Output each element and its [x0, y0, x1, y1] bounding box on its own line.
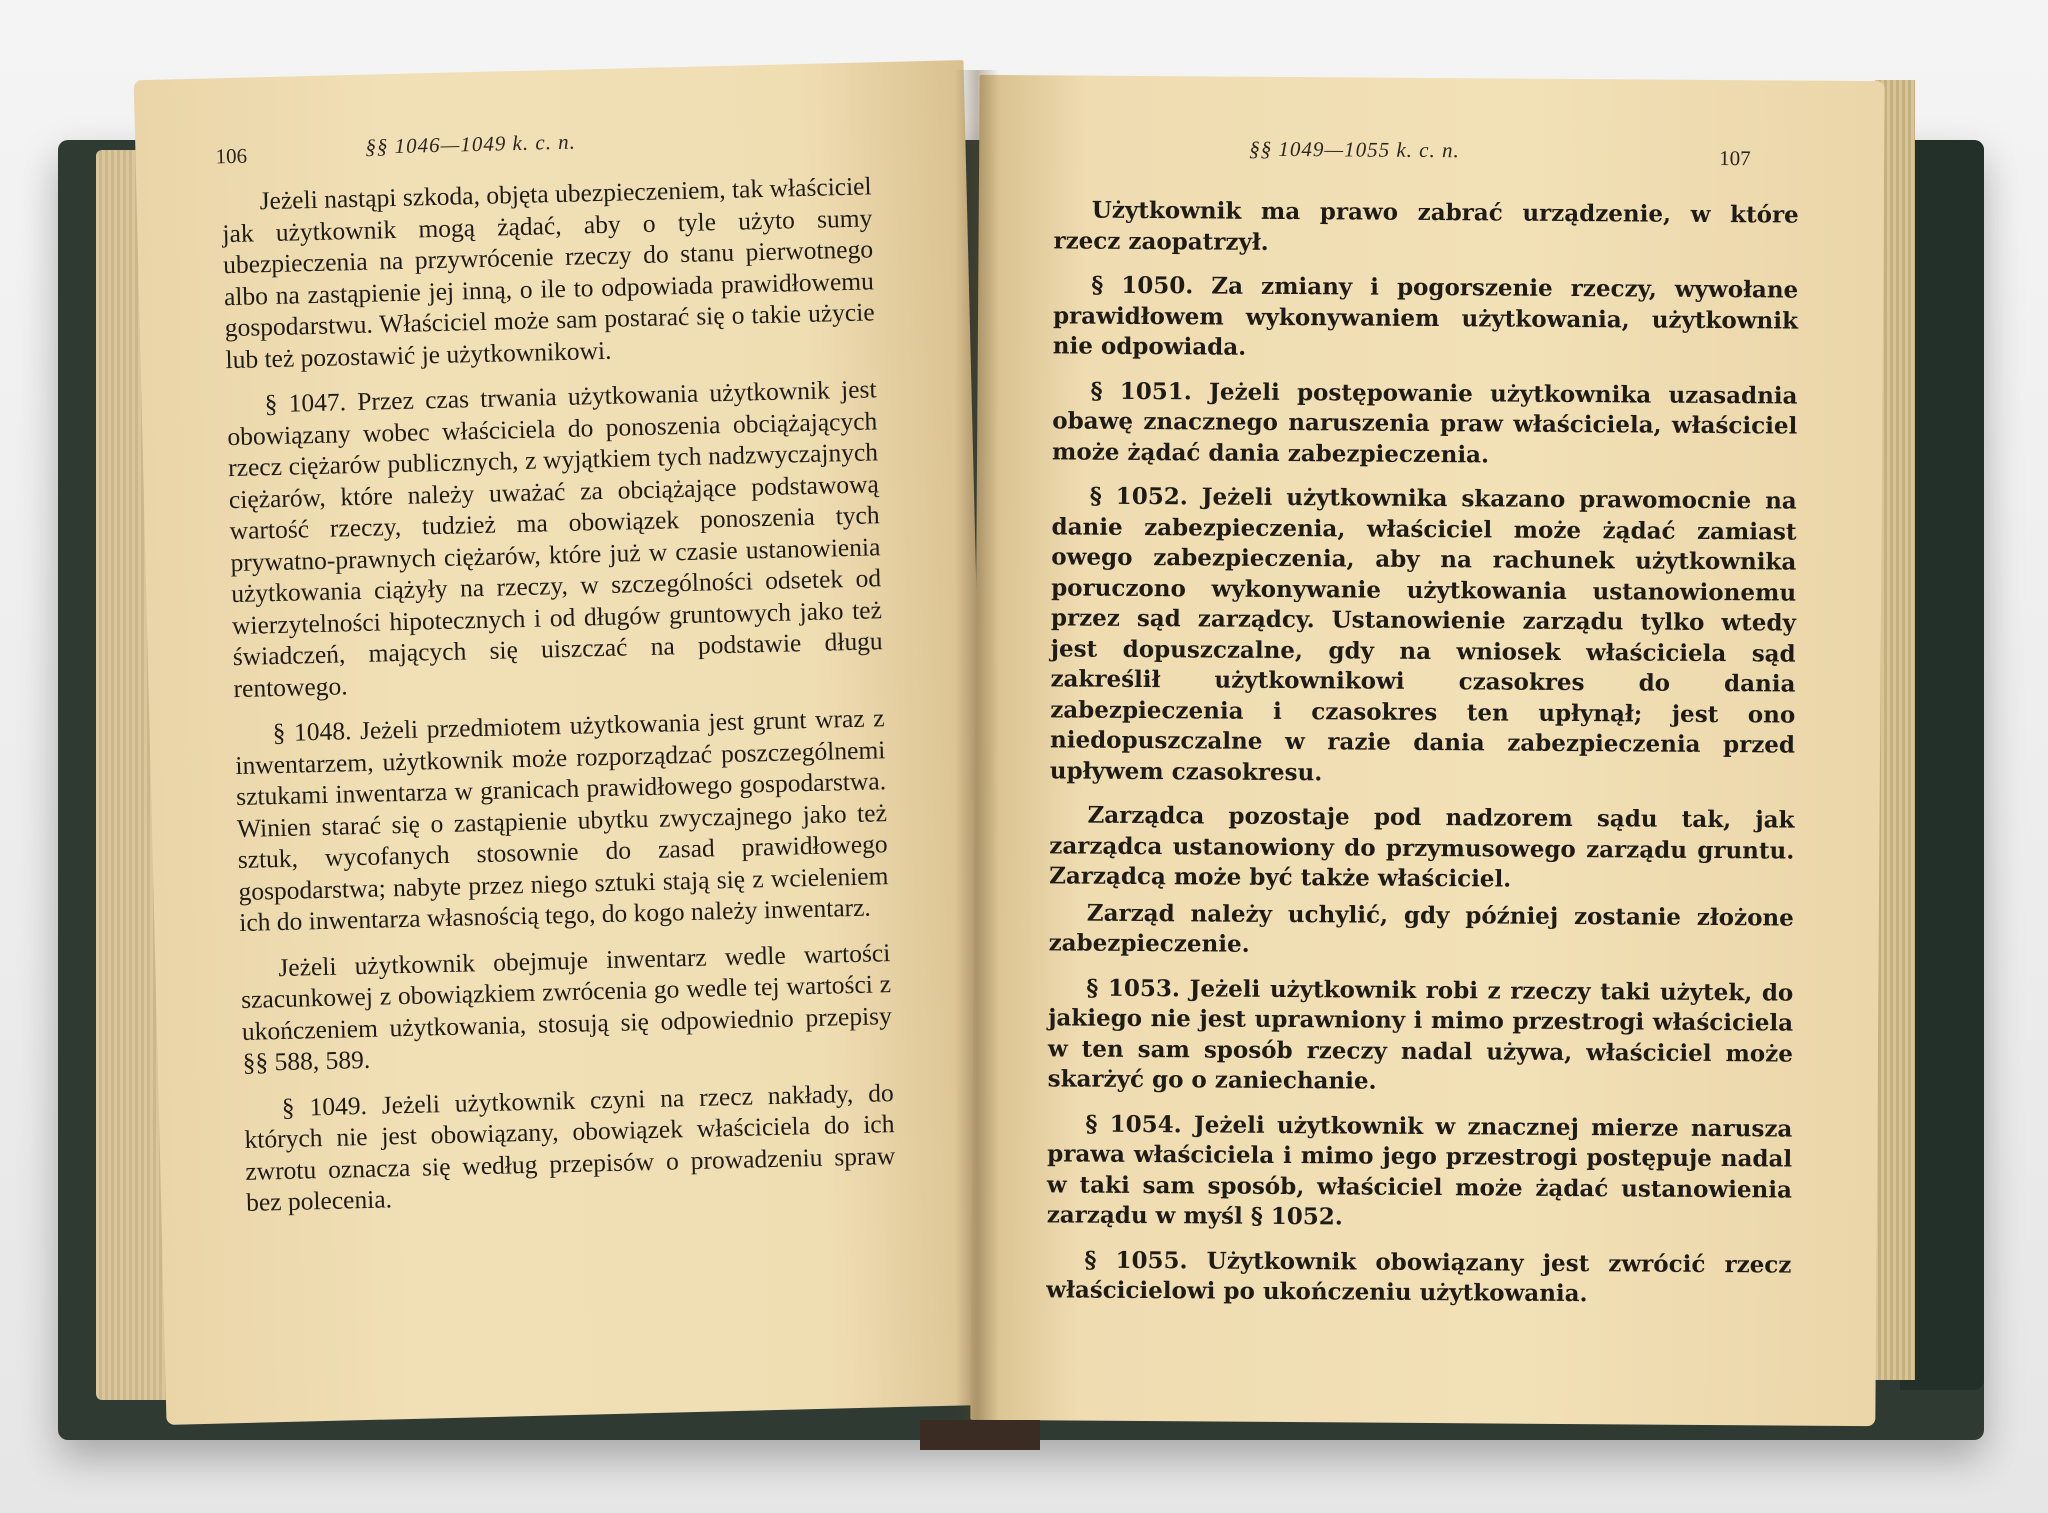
left-page-text [221, 170, 896, 1232]
left-paragraph: Jeżeli nastąpi szkoda, objęta ubezpieczeniem, tak właściciel jak użytkownik mogą żądać, aby o tyle użyto sumy ubezpieczenia na przywrócenie rzeczy do stanu pierwotnego albo na zastąpienie jej inną, o ile to odpowiada prawidłowemu gospodarstwu. Właściciel może sam postarać się o takie użycie lub też pozostawić je użytkownikowi. [222, 171, 875, 374]
left-page-number: 106 [215, 143, 248, 169]
right-paragraph: § 1051. Jeżeli postępowanie użytkownika uzasadnia obawę znacznego naruszenia praw właściciela, właściciel może żądać dania zabezpieczenia. [1051, 377, 1798, 468]
book-spine [920, 1420, 1040, 1450]
left-paragraph: Jeżeli użytkownik obejmuje inwentarz wedle wartości szacunkowej z obowiązkiem zwrócenia go wedle tej wartości z ukończeniem użytkowania, stosują się odpowiednio przepisy §§ 588, 589. [240, 937, 893, 1077]
book-gutter [955, 70, 999, 1440]
right-page-number: 107 [1719, 146, 1751, 171]
right-paragraph: Użytkownik ma prawo zabrać urządzenie, w które rzecz zaopatrzył. [1053, 196, 1799, 256]
left-running-header: §§ 1046—1049 k. c. n. [365, 129, 577, 159]
right-paragraph: § 1052. Jeżeli użytkownika skazano prawomocnie na danie zabezpieczenia, właściciel może żądać zamiast owego zabezpieczenia, aby na rachunek użytkownika poruczono wykonywanie użytkowania ustanowionemu przez sąd zarządcy. Ustanowienie zarządu tylko wtedy jest dopuszczalne, gdy na wniosek właściciela sąd zakreślił użytkownikowi czasokres do dania zabezpieczenia i czasokres ten upłynął; jest ono niedopuszczalne w razie dania zabezpieczenia przed upływem czasokresu. [1049, 482, 1797, 786]
right-page [970, 75, 1884, 1426]
right-page-text [1046, 195, 1799, 1325]
left-paragraph: § 1049. Jeżeli użytkownik czyni na rzecz nakłady, do których nie jest obowiązany, obowiązek właściciela do ich zwrotu oznacza się według przepisów o prowadzeniu spraw bez polecenia. [244, 1077, 896, 1217]
right-paragraph: Zarządca pozostaje pod nadzorem sądu tak, jak zarządca ustanowiony do przymusowego zarządu gruntu. Zarządcą może być także właściciel. [1049, 801, 1795, 893]
right-paragraph: § 1050. Za zmiany i pogorszenie rzeczy, wywołane prawidłowem wykonywaniem użytkowania, użytkownik nie odpowiada. [1052, 271, 1799, 361]
right-paragraph: § 1055. Użytkownik obowiązany jest zwrócić rzecz właścicielowi po ukończeniu użytkowania. [1046, 1246, 1792, 1308]
left-paragraph: § 1047. Przez czas trwania użytkowania użytkownik jest obowiązany wobec właściciela do ponoszenia obciążających rzecz ciężarów publicznych, z wyjątkiem tych nadzwyczajnych ciężarów, które należy uważać za obciążające podstawową wartość rzeczy, tudzież ma obowiązek ponoszenia tych prywatno-prawnych ciężarów, które już w czasie ustanowienia użytkowania ciążyły na rzeczy, w szczególności odsetek od wierzytelności hipotecznych i od długów gruntowych jako też świadczeń, mających się uiszczać na podstawie długu rentowego. [227, 374, 883, 703]
left-paragraph: § 1048. Jeżeli przedmiotem użytkowania jest grunt wraz z inwentarzem, użytkownik może rozporządzać poszczególnemi sztukami inwentarza w granicach prawidłowego gospodarstwa. Winien starać się o zastąpienie ubytku zwyczajnego jako też sztuk, wycofanych stosownie do zasad prawidłowego gospodarstwa; nabyte przez niego sztuki stają się z wcieleniem ich do inwentarza własnością tego, do kogo należy inwentarz. [235, 703, 889, 938]
right-paragraph: § 1054. Jeżeli użytkownik w znacznej mierze narusza prawa właściciela i mimo jego przestrogi postępuje nadal w taki sam sposób, właściciel może żądać ustanowienia zarządu w myśl § 1052. [1046, 1110, 1793, 1231]
right-running-header: §§ 1049—1055 k. c. n. [1249, 136, 1460, 163]
right-paragraph: Zarząd należy uchylić, gdy później zostanie złożone zabezpieczenie. [1048, 899, 1794, 958]
left-page [134, 60, 997, 1425]
right-paragraph: § 1053. Jeżeli użytkownik robi z rzeczy taki użytek, do jakiego nie jest uprawniony i mimo przestrogi właściciela w ten sam sposób rzeczy nadal używa, właściciel może skarżyć go o zaniechanie. [1047, 974, 1794, 1095]
